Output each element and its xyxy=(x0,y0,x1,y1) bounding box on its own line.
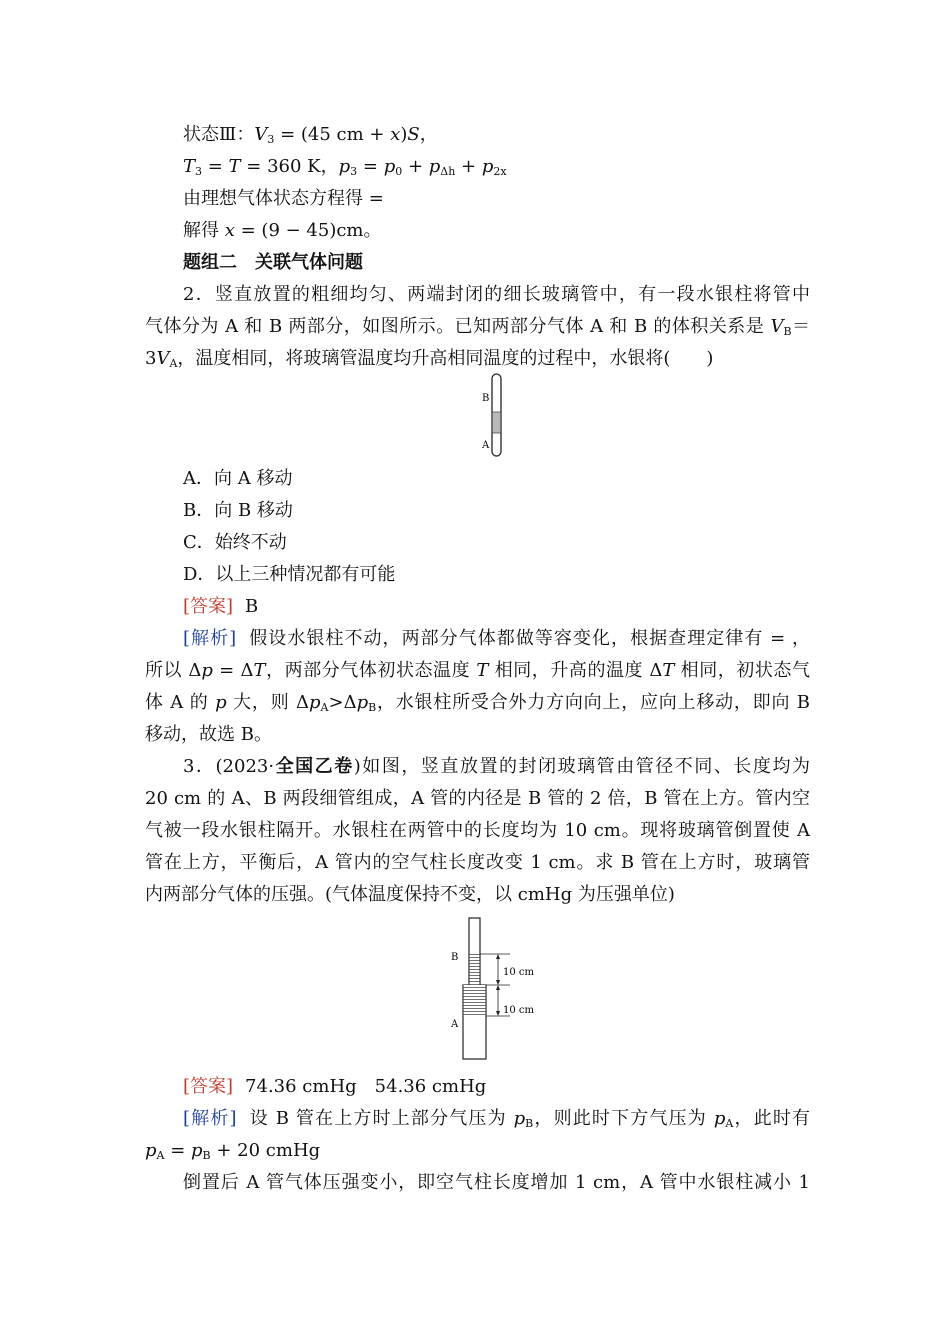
q3-answer-tag: [答案] xyxy=(183,1076,234,1097)
dim-label-1: 10 cm xyxy=(503,967,534,978)
q3-line2: 20 cm 的 A、B 两段细管组成，A 管的内径是 B 管的 2 倍，B 管在上方。管内空 xyxy=(145,788,810,809)
fig1-label-b: B xyxy=(482,393,490,404)
q3-line3: 气被一段水银柱隔开。水银柱在两管中的长度均为 10 cm。现将玻璃管倒置使 A xyxy=(145,820,810,841)
q2-answer-value: B xyxy=(245,596,259,617)
dim-arrow-1-top-head xyxy=(496,954,500,959)
mercury-in-a xyxy=(464,985,486,1016)
q2-option-a: A．向 A 移动 xyxy=(183,468,293,489)
q2-line1: 2．竖直放置的粗细均匀、两端封闭的细长玻璃管中，有一段水银柱将管中 xyxy=(183,284,810,305)
q2-option-c: C．始终不动 xyxy=(183,532,287,553)
q3-answer-value: 74.36 cmHg 54.36 cmHg xyxy=(245,1076,487,1097)
q3-line5: 内两部分气体的压强。(气体温度保持不变，以 cmHg 为压强单位) xyxy=(145,884,675,905)
dim-arrow-1-bottom-head xyxy=(496,980,500,985)
q3-analysis-line1: [解析] 设 B 管在上方时上部分气压为 $p_B$，则此时下方气压为 $p_A$，此时有 xyxy=(183,1108,810,1130)
state3-solution-line: 解得 x = (9 − 45)cm。 xyxy=(183,220,382,241)
state3-equation-line: 由理想气体状态方程得 = xyxy=(183,188,384,209)
q2-option-b: B．向 B 移动 xyxy=(183,500,293,521)
q3-analysis-tag: [解析] xyxy=(183,1108,237,1129)
q2-analysis-line1: [解析] 假设水银柱不动，两部分气体都做等容变化，根据查理定律有 = ， xyxy=(183,628,811,649)
q3-answer-line xyxy=(183,1075,810,1099)
mercury-in-b xyxy=(470,954,480,985)
q2-answer-tag: [答案] xyxy=(183,596,234,617)
q2-tube-figure xyxy=(470,370,520,460)
fig1-label-a: A xyxy=(482,440,490,451)
q2-analysis-line4: 移动，故选 B。 xyxy=(145,724,272,745)
q3-analysis-line2: $p_A = p_B + 20$ cmHg xyxy=(145,1140,321,1162)
state3-line2: $T_3 = T = 360$ K，$p_3 = p_0 + p_{\Delta h} + p_{2x}$ xyxy=(183,156,507,178)
q2-line3: $3V_A$，温度相同，将玻璃管温度均升高相同温度的过程中，水银将( ) xyxy=(145,348,714,370)
dim-arrow-2-top-head xyxy=(496,985,500,990)
dim-label-2: 10 cm xyxy=(503,1005,534,1016)
q2-answer-line xyxy=(183,595,810,619)
q3-line4: 管在上方，平衡后，A 管内的空气柱长度改变 1 cm。求 B 管在上方时，玻璃管 xyxy=(145,852,810,873)
q2-analysis-line2: 所以 Δp = ΔT，两部分气体初状态温度 T 相同，升高的温度 ΔT 相同，初状态气 xyxy=(145,660,810,681)
fig2-label-b: B xyxy=(451,952,459,963)
state3-label: 状态Ⅲ： xyxy=(183,124,255,145)
q2-analysis-line3: 体 A 的 p 大，则 $\Delta p_A>\Delta p_B$，水银柱所受合外力方向向上，应向上移动，即向 B xyxy=(145,692,810,714)
dim-arrow-2-bottom-head xyxy=(496,1011,500,1016)
q2-option-d: D．以上三种情况都有可能 xyxy=(183,564,396,585)
fig2-label-a: A xyxy=(451,1019,459,1030)
q3-line1: 3．(2023·全国乙卷)如图，竖直放置的封闭玻璃管由管径不同、长度均为 xyxy=(183,756,811,777)
q2-analysis-tag: [解析] xyxy=(183,628,237,649)
state3-line1: 状态Ⅲ：$V_3 = (45$ cm + x)S， xyxy=(183,124,438,146)
section-title: 题组二 关联气体问题 xyxy=(183,252,363,273)
q3-analysis-line3: 倒置后 A 管气体压强变小，即空气柱长度增加 1 cm，A 管中水银柱减小 1 xyxy=(183,1172,810,1193)
mercury-column xyxy=(493,412,500,433)
q2-line2: 气体分为 A 和 B 两部分，如图所示。已知两部分气体 A 和 B 的体积关系是 $V_B=$ xyxy=(145,316,811,338)
q3-tube-figure xyxy=(440,914,550,1064)
